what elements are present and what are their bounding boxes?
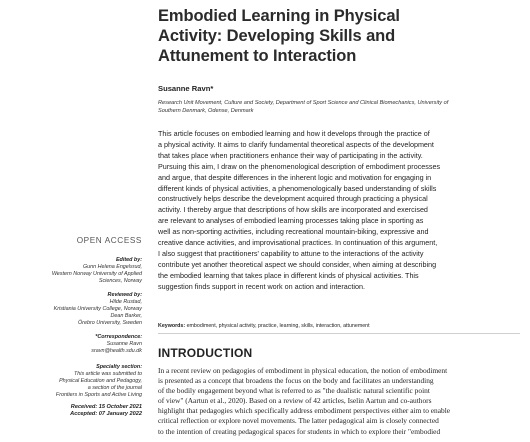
body-line: to the intention of creating pedagogical spaces for students in which to explore their "embodied [158, 426, 441, 436]
edited-by [0, 257, 142, 285]
affiliation [158, 99, 513, 115]
editor-line: Western Norway University of Applied [51, 270, 142, 277]
accepted-date: Accepted: 07 January 2022 [70, 410, 142, 417]
affiliation-line: Southern Denmark, Odense, Denmark [158, 108, 254, 114]
keywords [158, 323, 520, 329]
body-line: highlight that pedagogies which specifically address embodiment perspectives either aim to enable [158, 406, 451, 416]
author-name: Susanne Ravn* [158, 84, 214, 93]
specialty-section [0, 364, 142, 399]
title-line: Activity: Developing Skills and [158, 27, 396, 45]
editor-line: Gunn Helena Engelsrud, [82, 263, 142, 270]
reviewer-line: Dean Barker, [110, 312, 142, 319]
abstract-line: and argue, that despite differences in the inherent logic and motivation for engaging in [158, 172, 432, 182]
correspondence-line: Susanne Ravn [106, 340, 142, 347]
abstract-line: creative dance activities, and improvisational practices. In continuation of this argument, [158, 238, 438, 248]
received-date: Received: 15 October 2021 [70, 404, 142, 410]
abstract-line: the embodied learning that takes place in different kinds of physical activities. This [158, 270, 419, 280]
reviewer-line: Örebro University, Sweden [77, 319, 142, 326]
specialty-line: This article was submitted to [73, 370, 142, 377]
abstract-line: suggestion finds support in recent work on action and interaction. [158, 281, 365, 291]
abstract-line: contribute yet another theoretical aspect we should consider, when aiming at describing [158, 259, 437, 269]
keywords-label: Keywords: [158, 323, 186, 329]
edited-by-label: Edited by: [115, 257, 142, 263]
body-line: of view" (Aartun et al., 2020). Based on a review of 42 articles, Iselin Aartun and co-authors [158, 396, 432, 406]
article-title [158, 6, 518, 66]
editor-line: Sciences, Norway [98, 277, 142, 284]
open-access-label: OPEN ACCESS [76, 236, 142, 245]
abstract-line: Pursuing this aim, I draw on the phenomenological description of embodiment processes [158, 161, 441, 171]
abstract-line: This article focuses on embodied learning and how it develops through the practice of [158, 129, 430, 138]
body-line: is presented as a concept that broadens the focus on the body and facilitates an understanding [158, 376, 434, 386]
dates [0, 404, 142, 418]
affiliation-line: Research Unit Movement, Culture and Society, Department of Sport Science and Clinical Biomechanics, University of [158, 100, 449, 106]
abstract-line: I also suggest that practitioners' capability to attune to the interactions of the activity [158, 248, 424, 258]
body-text [158, 366, 520, 437]
specialty-line: Frontiers in Sports and Active Living [55, 391, 142, 398]
abstract [158, 129, 520, 293]
specialty-line: a section of the journal [87, 384, 142, 391]
abstract-line: well as non-sporting activities, including recreational mountain-biking, expressive and [158, 227, 429, 237]
section-heading: INTRODUCTION [158, 346, 253, 360]
title-line: Embodied Learning in Physical [158, 7, 400, 25]
keywords-list: embodiment, physical activity, practice, learning, skills, interaction, attunement [186, 323, 370, 329]
section-divider [158, 333, 520, 334]
body-line: critical reflection or explore novel movements. The latter pedagogical aim is closely connected [158, 416, 439, 426]
body-line: In a recent review on pedagogies of embodiment in physical education, the notion of embodiment [158, 366, 448, 375]
correspondence-email[interactable]: sravn@health.sdu.dk [91, 347, 142, 354]
reviewer-line: Kristiania University College, Norway [53, 305, 142, 312]
reviewer-line: Hilde Rustad, [109, 298, 142, 305]
abstract-line: are relevant to analyses of embodied learning processes taking place in sporting as [158, 216, 424, 226]
specialty-line: Physical Education and Pedagogy, [59, 377, 142, 384]
abstract-line: activity. I thereby argue that descriptions of how skills are incorporated and exercised [158, 205, 428, 215]
reviewed-by-label: Reviewed by: [107, 292, 142, 298]
abstract-line: different kinds of physical activities, a phenomenologically based understanding of skills [158, 183, 437, 193]
reviewed-by [0, 292, 142, 327]
abstract-line: that takes place when practitioners enhance their way of participating in the activity. [158, 150, 423, 160]
body-line: of the bodily engagement beyond what is referred to as "the dualistic natural scientific point [158, 386, 430, 396]
specialty-label: Specialty section: [96, 364, 142, 370]
correspondence-label: *Correspondence: [95, 334, 142, 340]
correspondence [0, 334, 142, 355]
title-line: Attunement to Interaction [158, 47, 357, 65]
abstract-line: a physical activity. It aims to clarify fundamental theoretical aspects of the development [158, 139, 434, 149]
abstract-line: constructively helps describe the development acquired through practicing a physical [158, 194, 428, 204]
